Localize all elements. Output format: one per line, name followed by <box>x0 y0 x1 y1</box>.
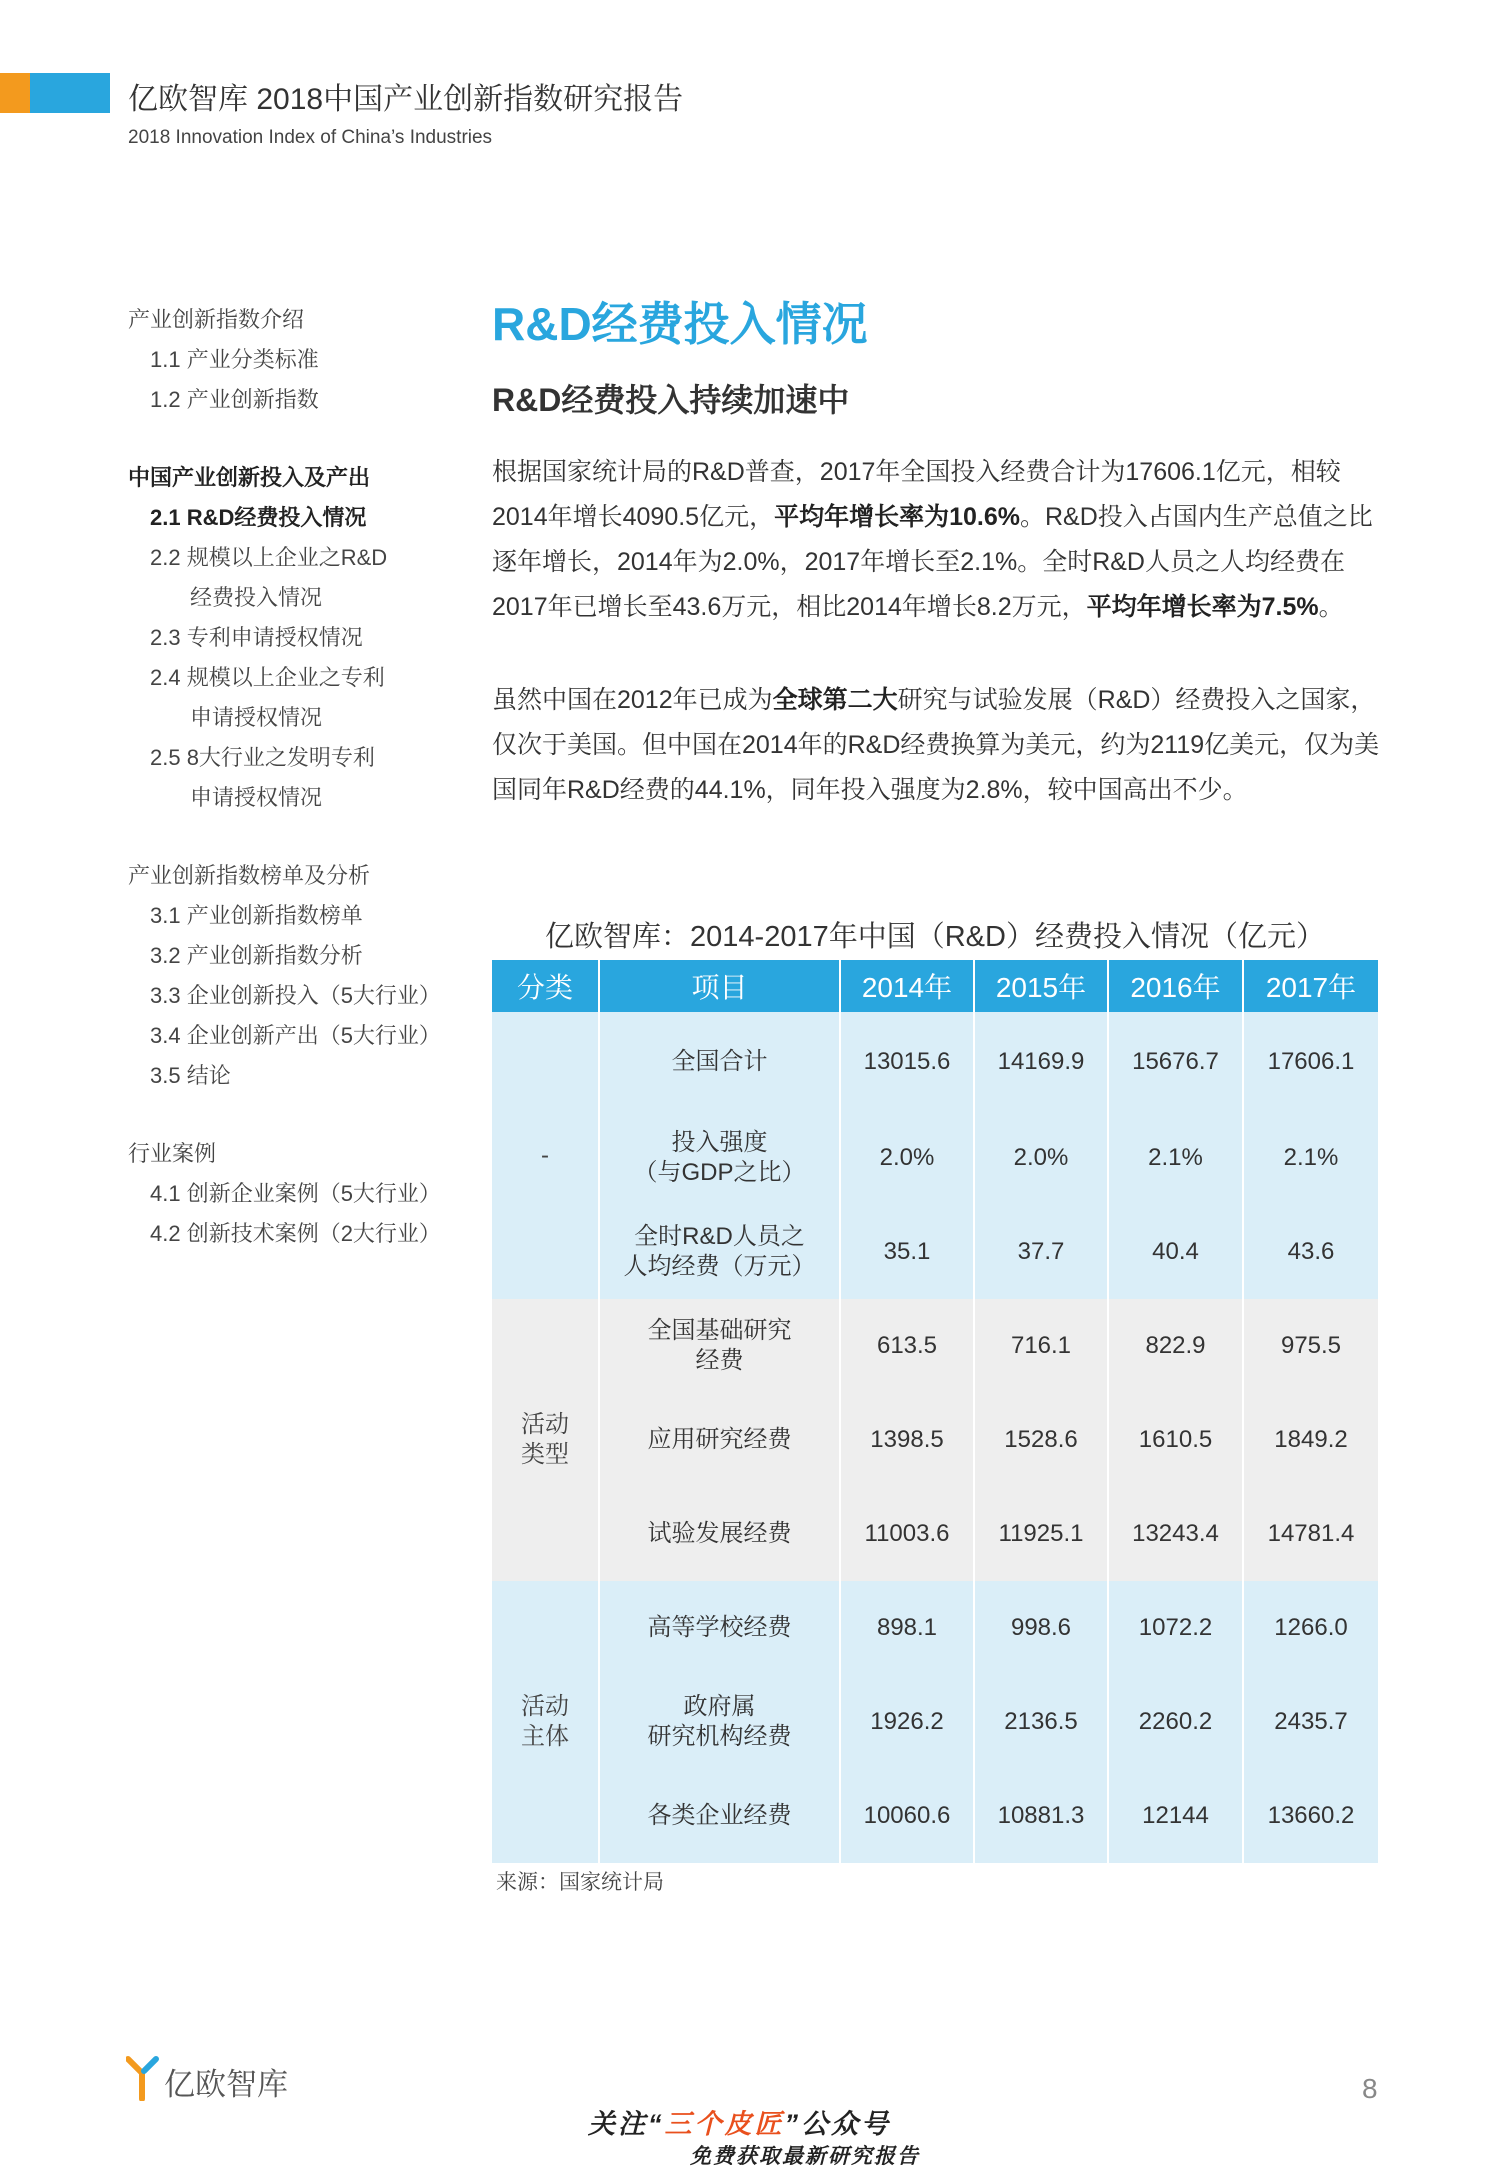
rd-expenditure-table <box>492 960 1378 1863</box>
value-cell: 2.1% <box>1243 1111 1378 1205</box>
toc-item[interactable]: 2.3 专利申请授权情况 <box>150 625 363 650</box>
item-cell: 全时R&D人员之 人均经费（万元） <box>599 1205 840 1299</box>
toc-heading[interactable]: 产业创新指数榜单及分析 <box>128 863 371 888</box>
table-row <box>492 1581 1378 1675</box>
column-header: 2014年 <box>840 960 974 1012</box>
value-cell: 10881.3 <box>974 1769 1108 1863</box>
value-cell: 40.4 <box>1108 1205 1243 1299</box>
logo-text: 亿欧智库 <box>164 2067 288 2102</box>
value-cell: 1398.5 <box>840 1393 974 1487</box>
toc-item[interactable]: 3.4 企业创新产出（5大行业） <box>150 1023 441 1048</box>
table-row <box>492 1393 1378 1487</box>
column-header: 2016年 <box>1108 960 1243 1012</box>
value-cell: 1528.6 <box>974 1393 1108 1487</box>
toc-item[interactable]: 4.1 创新企业案例（5大行业） <box>150 1181 441 1206</box>
value-cell: 35.1 <box>840 1205 974 1299</box>
value-cell: 13660.2 <box>1243 1769 1378 1863</box>
toc-section <box>128 458 458 818</box>
category-cell: 活动 类型 <box>492 1299 599 1581</box>
value-cell: 43.6 <box>1243 1205 1378 1299</box>
column-header: 分类 <box>492 960 599 1012</box>
toc-heading[interactable]: 行业案例 <box>128 1141 217 1166</box>
toc-item[interactable]: 2.4 规模以上企业之专利 申请授权情况 <box>150 665 385 730</box>
page-subtitle: R&D经费投入持续加速中 <box>492 382 850 418</box>
value-cell: 2136.5 <box>974 1675 1108 1769</box>
page-number: 8 <box>1362 2073 1378 2104</box>
value-cell: 2.0% <box>840 1111 974 1205</box>
category-cell: 活动 主体 <box>492 1581 599 1863</box>
value-cell: 2.0% <box>974 1111 1108 1205</box>
value-cell: 716.1 <box>974 1299 1108 1393</box>
toc-item[interactable]: 2.5 8大行业之发明专利 申请授权情况 <box>150 745 375 810</box>
toc-section <box>128 1134 458 1254</box>
toc-item[interactable]: 1.1 产业分类标准 <box>150 347 319 372</box>
toc-item[interactable]: 3.2 产业创新指数分析 <box>150 943 363 968</box>
value-cell: 12144 <box>1108 1769 1243 1863</box>
value-cell: 2435.7 <box>1243 1675 1378 1769</box>
category-cell: - <box>492 1012 599 1299</box>
value-cell: 1610.5 <box>1108 1393 1243 1487</box>
table-row <box>492 1675 1378 1769</box>
table-row <box>492 1111 1378 1205</box>
table-row <box>492 1769 1378 1863</box>
value-cell: 10060.6 <box>840 1769 974 1863</box>
toc-heading[interactable]: 产业创新指数介绍 <box>128 307 305 332</box>
value-cell: 14169.9 <box>974 1012 1108 1111</box>
table-header-row <box>492 960 1378 1012</box>
column-header: 2017年 <box>1243 960 1378 1012</box>
value-cell: 1266.0 <box>1243 1581 1378 1675</box>
table-row <box>492 1205 1378 1299</box>
table-row <box>492 1299 1378 1393</box>
toc-section <box>128 300 458 420</box>
toc-item[interactable]: 3.5 结论 <box>150 1063 231 1088</box>
logo-mark-icon <box>126 2055 166 2101</box>
toc-section <box>128 856 458 1096</box>
header-blue-bar <box>30 73 110 113</box>
value-cell: 2.1% <box>1108 1111 1243 1205</box>
promo-highlight: 三个皮匠 <box>664 2109 785 2139</box>
table-row <box>492 1487 1378 1581</box>
value-cell: 998.6 <box>974 1581 1108 1675</box>
value-cell: 2260.2 <box>1108 1675 1243 1769</box>
table-row <box>492 1012 1378 1111</box>
toc-item[interactable]: 1.2 产业创新指数 <box>150 387 319 412</box>
value-cell: 17606.1 <box>1243 1012 1378 1111</box>
value-cell: 11925.1 <box>974 1487 1108 1581</box>
value-cell: 14781.4 <box>1243 1487 1378 1581</box>
value-cell: 13243.4 <box>1108 1487 1243 1581</box>
value-cell: 37.7 <box>974 1205 1108 1299</box>
item-cell: 高等学校经费 <box>599 1581 840 1675</box>
table-source-note: 来源：国家统计局 <box>496 1871 664 1894</box>
item-cell: 各类企业经费 <box>599 1769 840 1863</box>
toc-item[interactable]: 2.2 规模以上企业之R&D 经费投入情况 <box>150 545 388 610</box>
table-caption: 亿欧智库：2014-2017年中国（R&D）经费投入情况（亿元） <box>545 921 1325 953</box>
paragraph-2: 虽然中国在2012年已成为全球第二大研究与试验发展（R&D）经费投入之国家，仅次于美国。但中国在2014年的R&D经费换算为美元，约为2119亿美元，仅为美国同年R&D经费的44.1%，同年投入强度为2.8%，较中国高出不少。 <box>492 686 1380 804</box>
item-cell: 全国基础研究 经费 <box>599 1299 840 1393</box>
toc-item-current[interactable]: 2.1 R&D经费投入情况 <box>150 505 367 530</box>
value-cell: 13015.6 <box>840 1012 974 1111</box>
value-cell: 15676.7 <box>1108 1012 1243 1111</box>
value-cell: 1849.2 <box>1243 1393 1378 1487</box>
report-subtitle: 2018 Innovation Index of China’s Industries <box>128 127 493 148</box>
value-cell: 975.5 <box>1243 1299 1378 1393</box>
toc-item[interactable]: 4.2 创新技术案例（2大行业） <box>150 1221 441 1246</box>
header-orange-bar <box>0 73 30 113</box>
table-of-contents <box>128 300 458 1292</box>
promo-line-1: 关注“三个皮匠”公众号 <box>588 2109 891 2139</box>
item-cell: 应用研究经费 <box>599 1393 840 1487</box>
item-cell: 政府属 研究机构经费 <box>599 1675 840 1769</box>
toc-item[interactable]: 3.3 企业创新投入（5大行业） <box>150 983 441 1008</box>
paragraph-1: 根据国家统计局的R&D普查，2017年全国投入经费合计为17606.1亿元，相较2014年增长4090.5亿元，平均年增长率为10.6%。R&D投入占国内生产总值之比逐年增长，2014年为2.0%，2017年增长至2.1%。全时R&D人员之人均经费在2017年已增长至43.6万元，相比2014年增长8.2万元，平均年增长率为7.5%。 <box>492 458 1373 621</box>
value-cell: 1926.2 <box>840 1675 974 1769</box>
column-header: 项目 <box>599 960 840 1012</box>
item-cell: 全国合计 <box>599 1012 840 1111</box>
value-cell: 1072.2 <box>1108 1581 1243 1675</box>
column-header: 2015年 <box>974 960 1108 1012</box>
promo-line-2: 免费获取最新研究报告 <box>690 2145 920 2168</box>
item-cell: 投入强度 （与GDP之比） <box>599 1111 840 1205</box>
value-cell: 11003.6 <box>840 1487 974 1581</box>
toc-heading-current[interactable]: 中国产业创新投入及产出 <box>128 465 371 490</box>
value-cell: 898.1 <box>840 1581 974 1675</box>
item-cell: 试验发展经费 <box>599 1487 840 1581</box>
report-title: 亿欧智库 2018中国产业创新指数研究报告 <box>128 83 684 116</box>
value-cell: 822.9 <box>1108 1299 1243 1393</box>
toc-item[interactable]: 3.1 产业创新指数榜单 <box>150 903 363 928</box>
value-cell: 613.5 <box>840 1299 974 1393</box>
page-title: R&D经费投入情况 <box>492 298 868 350</box>
